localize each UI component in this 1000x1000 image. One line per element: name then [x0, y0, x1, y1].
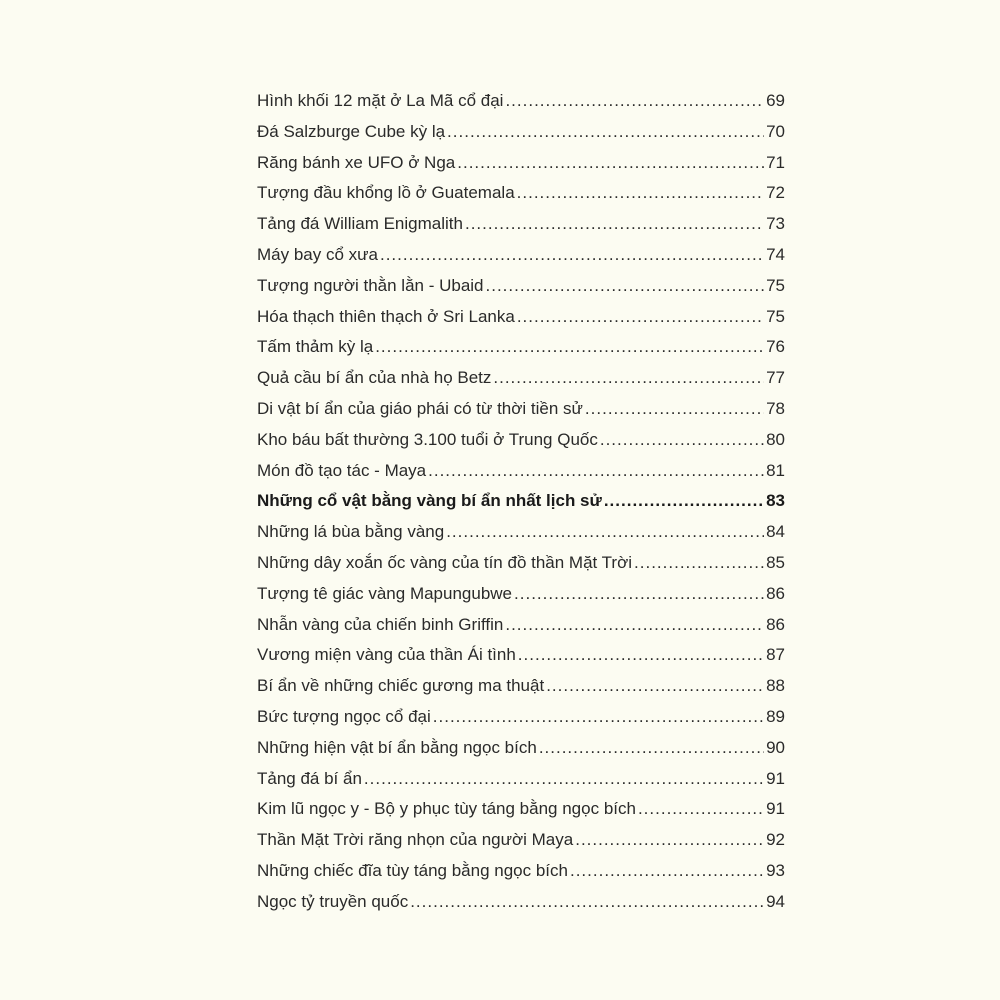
- toc-entry: [257, 640, 785, 671]
- toc-entry-page-number: 83: [766, 491, 785, 511]
- dot-leader: [428, 456, 764, 487]
- toc-entry: [257, 456, 785, 487]
- toc-entry: [257, 610, 785, 641]
- toc-entry-title: Bức tượng ngọc cổ đại: [257, 706, 431, 726]
- toc-entry: [257, 86, 785, 117]
- dot-leader: [514, 579, 764, 610]
- toc-entry-title: Hình khối 12 mặt ở La Mã cổ đại: [257, 91, 504, 110]
- dot-leader: [575, 825, 764, 856]
- toc-entry: [257, 794, 785, 825]
- toc-entry-title: Quả cầu bí ẩn của nhà họ Betz: [257, 368, 492, 388]
- toc-entry-title: Tảng đá bí ẩn: [257, 768, 362, 788]
- dot-leader: [486, 271, 765, 302]
- toc-entry-page-number: 92: [766, 830, 785, 850]
- toc-entry-page-number: 78: [766, 398, 785, 418]
- dot-leader: [638, 794, 764, 825]
- dot-leader: [410, 887, 764, 918]
- dot-leader: [518, 640, 764, 671]
- toc-entry-page-number: 74: [766, 244, 785, 264]
- toc-entry-title: Những lá bùa bằng vàng: [257, 522, 445, 542]
- toc-entry-page-number: 85: [766, 552, 785, 572]
- toc-entry-title: Tượng người thằn lằn - Ubaid: [257, 275, 484, 295]
- toc-entry-page-number: 91: [766, 768, 785, 788]
- toc-entry-page-number: 94: [766, 891, 785, 911]
- dot-leader: [380, 240, 764, 271]
- toc-entry-title: Món đồ tạo tác - Maya: [257, 460, 427, 480]
- dot-leader: [570, 856, 764, 887]
- toc-entry-page-number: 93: [766, 860, 785, 880]
- toc-entry-page-number: 75: [766, 306, 785, 326]
- toc-entry: [257, 671, 785, 702]
- toc-entry: [257, 702, 785, 733]
- toc-entry-title: Đá Salzburge Cube kỳ lạ: [257, 121, 446, 141]
- toc-entry-page-number: 89: [766, 706, 785, 726]
- toc-entry-title: Ngọc tỷ truyền quốc: [257, 891, 409, 911]
- toc-entry: [257, 117, 785, 148]
- toc-entry: [257, 764, 785, 795]
- toc-entry: [257, 240, 785, 271]
- dot-leader: [600, 425, 764, 456]
- dot-leader: [364, 764, 764, 795]
- dot-leader: [517, 178, 764, 209]
- dot-leader: [493, 363, 764, 394]
- dot-leader: [585, 394, 764, 425]
- toc-entry: [257, 887, 785, 918]
- dot-leader: [604, 486, 764, 517]
- toc-entry-title: Những dây xoắn ốc vàng của tín đồ thần Mặt Trời: [257, 552, 633, 572]
- dot-leader: [447, 117, 764, 148]
- dot-leader: [505, 610, 764, 641]
- toc-entry-page-number: 69: [766, 91, 785, 110]
- toc-entry-page-number: 75: [766, 275, 785, 295]
- toc-entry-title: Tấm thảm kỳ lạ: [257, 337, 374, 357]
- toc-entry-title: Răng bánh xe UFO ở Nga: [257, 152, 456, 172]
- toc-entry-page-number: 73: [766, 214, 785, 234]
- dot-leader: [433, 702, 764, 733]
- dot-leader: [634, 548, 764, 579]
- toc-entry: [257, 178, 785, 209]
- toc-entry-title: Vương miện vàng của thần Ái tình: [257, 645, 516, 665]
- toc-entry-title: Kho báu bất thường 3.100 tuổi ở Trung Quốc: [257, 429, 598, 449]
- toc-entry-page-number: 90: [766, 737, 785, 757]
- dot-leader: [375, 332, 764, 363]
- toc-entry: [257, 148, 785, 179]
- toc-entry-page-number: 91: [766, 799, 785, 819]
- toc-entry: [257, 517, 785, 548]
- toc-entry: [257, 579, 785, 610]
- toc-entry-title: Di vật bí ẩn của giáo phái có từ thời tiền sử: [257, 398, 583, 418]
- toc-entry-page-number: 72: [766, 183, 785, 203]
- toc-section-heading: [257, 486, 785, 517]
- toc-entry-page-number: 77: [766, 368, 785, 388]
- toc-entry-page-number: 87: [766, 645, 785, 665]
- table-of-contents: [257, 86, 785, 918]
- toc-entry-title: Tượng tê giác vàng Mapungubwe: [257, 583, 513, 603]
- toc-entry-page-number: 86: [766, 583, 785, 603]
- toc-entry: [257, 733, 785, 764]
- toc-entry-page-number: 88: [766, 676, 785, 696]
- toc-entry-title: Nhẫn vàng của chiến binh Griffin: [257, 614, 504, 634]
- toc-entry-page-number: 86: [766, 614, 785, 634]
- toc-entry-title: Máy bay cổ xưa: [257, 244, 378, 264]
- toc-entry-title: Tượng đầu khổng lồ ở Guatemala: [257, 183, 515, 203]
- dot-leader: [517, 302, 764, 333]
- dot-leader: [539, 733, 764, 764]
- dot-leader: [505, 86, 764, 117]
- toc-entry-page-number: 70: [766, 121, 785, 141]
- toc-entry-page-number: 84: [766, 522, 785, 542]
- toc-entry-page-number: 71: [766, 152, 785, 172]
- toc-entry: [257, 302, 785, 333]
- toc-entry: [257, 825, 785, 856]
- toc-entry-page-number: 76: [766, 337, 785, 357]
- toc-entry-title: Thần Mặt Trời răng nhọn của người Maya: [257, 830, 574, 850]
- toc-entry-title: Những chiếc đĩa tùy táng bằng ngọc bích: [257, 860, 568, 880]
- toc-entry-title: Những hiện vật bí ẩn bằng ngọc bích: [257, 737, 537, 757]
- toc-entry: [257, 209, 785, 240]
- toc-entry-title: Bí ẩn về những chiếc gương ma thuật: [257, 676, 545, 696]
- toc-entry-title: Những cổ vật bằng vàng bí ẩn nhất lịch sử: [257, 491, 602, 511]
- toc-entry-title: Hóa thạch thiên thạch ở Sri Lanka: [257, 306, 515, 326]
- toc-entry: [257, 332, 785, 363]
- toc-entry-title: Kim lũ ngọc y - Bộ y phục tùy táng bằng ngọc bích: [257, 799, 636, 819]
- toc-entry: [257, 856, 785, 887]
- toc-entry: [257, 271, 785, 302]
- dot-leader: [457, 148, 764, 179]
- toc-entry-page-number: 80: [766, 429, 785, 449]
- toc-entry: [257, 548, 785, 579]
- dot-leader: [446, 517, 764, 548]
- toc-entry-title: Tảng đá William Enigmalith: [257, 214, 463, 234]
- toc-entry-page-number: 81: [766, 460, 785, 480]
- dot-leader: [465, 209, 764, 240]
- toc-entry: [257, 363, 785, 394]
- toc-entry: [257, 394, 785, 425]
- toc-entry: [257, 425, 785, 456]
- dot-leader: [546, 671, 764, 702]
